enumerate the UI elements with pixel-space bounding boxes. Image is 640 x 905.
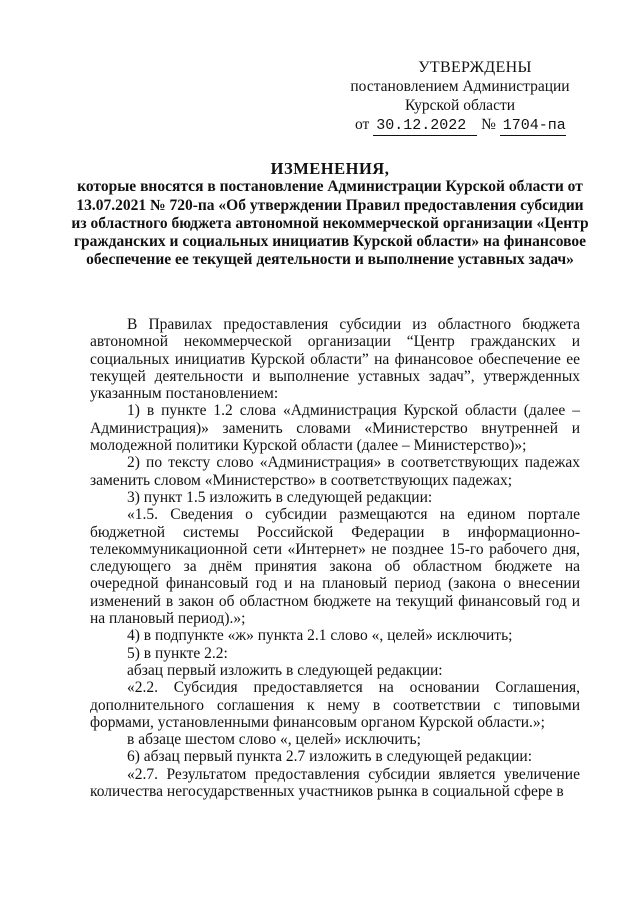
paragraph-intro: В Правилах предоставления субсидии из областного бюджета автономной некоммерческой организации “Центр гражданских и социальных инициатив Курской области” на финансовое обеспечение ее текущей деятельности и выполнение уставных задач”, утвержденных указанным постановлением:: [90, 316, 580, 403]
paragraph-clause-2-2: «2.2. Субсидия предоставляется на основании Соглашения, дополнительного соглашения к нему в соответствии с типовыми формами, установленными финансовым органом Курской области.»;: [90, 679, 580, 731]
approval-date: 30.12.2022: [373, 116, 477, 136]
paragraph-clause-2-7: «2.7. Результатом предоставления субсидии является увеличение количества негосударственных участников рынка в социальной сфере в: [90, 765, 580, 801]
paragraph-item-5-sub-1: абзац первый изложить в следующей редакции:: [127, 661, 443, 679]
paragraph-clause-1-5: «1.5. Сведения о субсидии размещаются на едином портале бюджетной системы Российской Федерации в информационно-телекоммуникационной сети «Интернет» не позднее 15-го рабочего дня, следующего за днём принятия закона об областном бюджете на очередной финансовый год и на плановый период (закона о внесении изменений в закон об областном бюджете на текущий финансовый год и на плановый период).»;: [90, 506, 580, 628]
approval-number: 1704-па: [500, 116, 566, 136]
title-subtitle: которые вносятся в постановление Администрации Курской области от 13.07.2021 № 720-па «Об утверждении Правил предоставления субсидии из областного бюджета автономной некоммерческой организации «Центр гражданских и социальных инициатив Курской области» на финансовое обеспечение ее текущей деятельности и выполнение уставных задач»: [71, 178, 589, 269]
document-title: [70, 160, 590, 270]
approval-region: Курской области: [404, 97, 516, 114]
from-label: от: [355, 116, 370, 133]
paragraph-item-3: 3) пункт 1.5 изложить в следующей редакции:: [127, 488, 433, 506]
number-label: №: [481, 116, 496, 133]
approval-date-line: [355, 115, 580, 136]
paragraph-item-5: 5) в пункте 2.2:: [127, 644, 228, 662]
approval-authority: постановлением Администрации: [350, 78, 570, 95]
paragraph-item-5-sub-2: в абзаце шестом слово «, целей» исключить;: [127, 731, 421, 749]
paragraph-item-6: 6) абзац первый пункта 2.7 изложить в следующей редакции:: [127, 748, 533, 766]
title-main: ИЗМЕНЕНИЯ,: [270, 159, 390, 178]
approval-block: [340, 58, 580, 136]
paragraph-item-4: 4) в подпункте «ж» пункта 2.1 слово «, целей» исключить;: [127, 627, 513, 645]
document-body: [90, 316, 580, 800]
approval-heading: УТВЕРЖДЕНЫ: [418, 59, 532, 76]
paragraph-item-2: 2) по тексту слово «Администрация» в соответствующих падежах заменить словом «Министерство» в соответствующих падежах;: [90, 454, 580, 489]
paragraph-item-1: 1) в пункте 1.2 слова «Администрация Курской области (далее – Администрация)» заменить словами «Министерство внутренней и молодежной политики Курской области (далее – Министерство)»;: [90, 402, 580, 455]
